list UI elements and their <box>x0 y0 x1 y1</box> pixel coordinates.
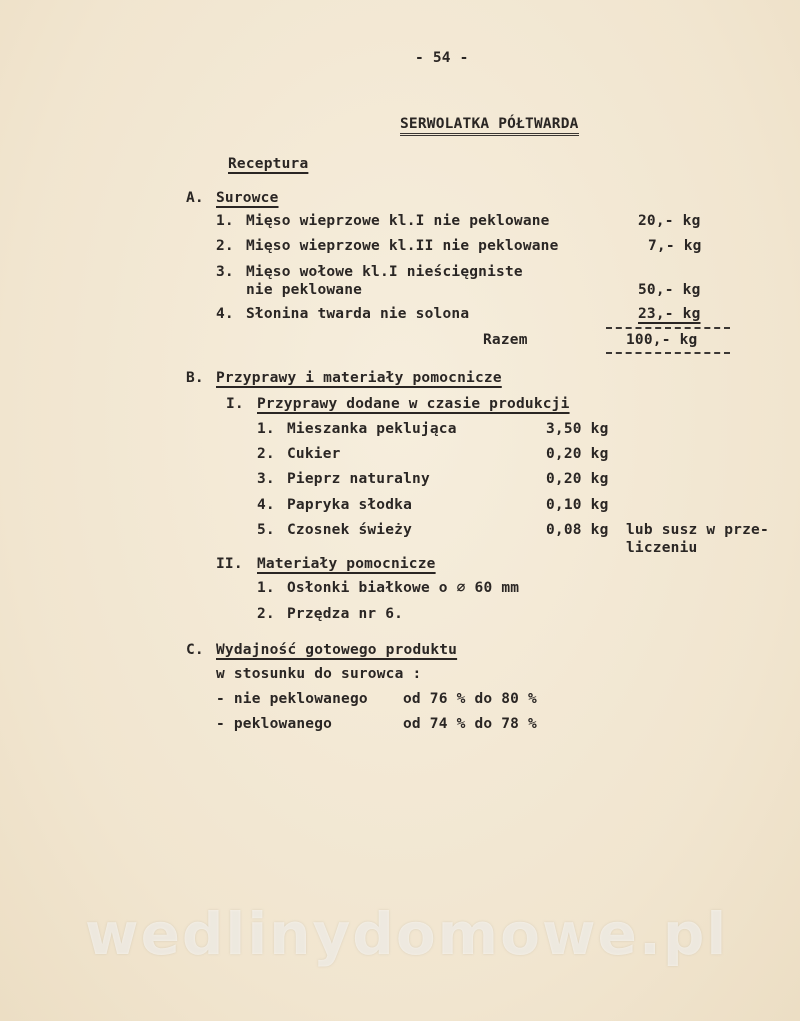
list-item-number: 1. <box>257 421 275 437</box>
list-item-number: 5. <box>257 522 275 538</box>
subsection-i-roman: I. <box>226 396 244 412</box>
list-item-name: Pieprz naturalny <box>287 471 430 487</box>
list-item-name: Cukier <box>287 446 341 462</box>
list-item-number: 1. <box>216 213 234 229</box>
list-item-number: 4. <box>257 497 275 513</box>
list-item-quantity: 23,- kg <box>638 306 701 322</box>
yield-label: - peklowanego <box>216 716 333 732</box>
list-item-number: 3. <box>257 471 275 487</box>
list-item-name: Przędza nr 6. <box>287 606 404 622</box>
yield-intro: w stosunku do surowca : <box>216 666 422 682</box>
list-item-quantity: 0,20 kg <box>546 446 609 462</box>
total-rule <box>606 352 730 354</box>
list-item-note-continued: liczeniu <box>626 540 698 556</box>
list-item-quantity: 50,- kg <box>638 282 701 298</box>
list-item-name-continued: nie peklowane <box>246 282 363 298</box>
list-item-name: Słonina twarda nie solona <box>246 306 470 322</box>
section-a-letter: A. <box>186 190 204 206</box>
section-c-heading: Wydajność gotowego produktu <box>216 642 458 658</box>
subsection-ii-roman: II. <box>216 556 243 572</box>
yield-label: - nie peklowanego <box>216 691 368 707</box>
list-item-note: lub susz w prze- <box>626 522 769 538</box>
yield-value: od 76 % do 80 % <box>403 691 537 707</box>
list-item-name: Mieszanka peklująca <box>287 421 457 437</box>
list-item-quantity: 0,20 kg <box>546 471 609 487</box>
list-item-quantity: 3,50 kg <box>546 421 609 437</box>
sum-rule <box>606 327 730 329</box>
yield-value: od 74 % do 78 % <box>403 716 537 732</box>
total-quantity: 100,- kg <box>626 332 698 348</box>
list-item-name: Mięso wołowe kl.I nieścięgniste <box>246 264 523 280</box>
section-c-letter: C. <box>186 642 204 658</box>
list-item-quantity: 20,- kg <box>638 213 701 229</box>
section-b-heading: Przyprawy i materiały pomocnicze <box>216 370 502 386</box>
list-item-name: Osłonki białkowe o ∅ 60 mm <box>287 580 520 596</box>
total-label: Razem <box>483 332 528 348</box>
page-number: - 54 - <box>415 50 469 66</box>
list-item-name: Mięso wieprzowe kl.II nie peklowane <box>246 238 559 254</box>
list-item-number: 2. <box>257 606 275 622</box>
section-b-letter: B. <box>186 370 204 386</box>
subsection-i-heading: Przyprawy dodane w czasie produkcji <box>257 396 570 412</box>
recipe-heading: Receptura <box>228 156 309 172</box>
list-item-number: 3. <box>216 264 234 280</box>
section-a-heading: Surowce <box>216 190 279 206</box>
list-item-name: Czosnek świeży <box>287 522 413 538</box>
watermark: wedlinydomowe.pl <box>85 900 729 968</box>
list-item-number: 1. <box>257 580 275 596</box>
list-item-number: 2. <box>257 446 275 462</box>
list-item-name: Mięso wieprzowe kl.I nie peklowane <box>246 213 550 229</box>
document-title: SERWOLATKA PÓŁTWARDA <box>400 116 579 136</box>
list-item-quantity: 0,08 kg <box>546 522 609 538</box>
list-item-number: 2. <box>216 238 234 254</box>
list-item-quantity: 0,10 kg <box>546 497 609 513</box>
list-item-quantity: 7,- kg <box>648 238 702 254</box>
list-item-number: 4. <box>216 306 234 322</box>
subsection-ii-heading: Materiały pomocnicze <box>257 556 436 572</box>
list-item-name: Papryka słodka <box>287 497 413 513</box>
